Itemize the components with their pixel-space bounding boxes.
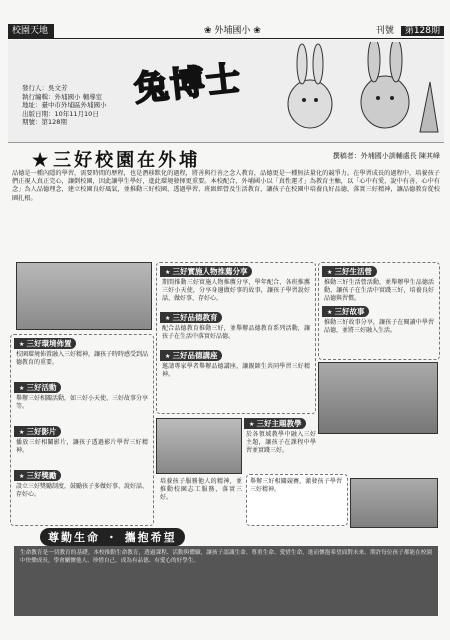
publication-info bbox=[22, 84, 146, 127]
box-title-9: ★ 三好生活營 bbox=[322, 266, 377, 277]
masthead-title: 兔博士 bbox=[132, 58, 245, 110]
box-text-6: 配合品德教育推動三好，並舉辦品德教育系列活動，讓孩子在生活中落實好品德。 bbox=[162, 325, 310, 340]
article-intro: 品德是一種內隱的學習，需要時間的歷程，也是潛移默化的過程，將善與行善之念人教育，品德更是一種無法量化的競爭力。在學習成長的過程中，培養孩子們正視人真正完心，讓倒校園，因此讓學生學好，進此環境發揮更重要。本校配合，外埔國小以「真性運才」為教育主軸，以「心中有愛、說中有善、心中有念」為人品德理念，建立校園良好風氣，並推動三好校園，透過學習、班級經營及生活教育，讓孩子在校園中培養良好品德，落實三好精神，讓品德教育從校園扎根。 bbox=[12, 170, 440, 202]
box-text-7: 邀請專家學者舉辦品德講座，讓親師生共同學習三好精神。 bbox=[162, 363, 310, 378]
byline: 撰稿者：外埔國小訓輔處長 陳其峰 bbox=[332, 152, 440, 160]
box-title-10: ★ 三好故事 bbox=[322, 306, 369, 317]
issue-number: 第128期 bbox=[401, 26, 444, 36]
class-photo bbox=[16, 262, 152, 330]
box-title-4: ★ 三好獎勵 bbox=[14, 470, 61, 481]
notice-text: 舉辦三好相關競賽，激發孩子學習三好精神。 bbox=[250, 478, 342, 493]
box-text-1: 校園環境佈置融入三好精神，讓孩子時時感受到品德教育的重要。 bbox=[16, 351, 149, 366]
address: 地址：臺中市外埔區外埔國小 bbox=[22, 101, 107, 109]
top-bar bbox=[8, 24, 444, 39]
footer-title: 尊勤生命 ・ 攜抱希望 bbox=[40, 528, 185, 546]
article-title-text: 三好校園在外埔 bbox=[53, 150, 201, 171]
box-title-1: ★ 三好環境佈置 bbox=[14, 338, 76, 349]
publisher: 發行人：吳文芳 bbox=[22, 84, 68, 92]
box-title-5: ★ 三好實施人物推薦分享 bbox=[160, 266, 252, 277]
issue-prefix: 刊號 bbox=[375, 26, 394, 36]
date: 出版日期：10年11月10日 bbox=[22, 109, 99, 118]
box-title-7: ★ 三好品德講座 bbox=[160, 350, 222, 361]
box-text-11: 培養孩子服務他人的精神，並推動校園志工服務，落實三好。 bbox=[160, 478, 242, 501]
paper-name: ❀ 外埔國小 ❀ bbox=[204, 24, 261, 38]
box-title-3: ★ 三好影片 bbox=[14, 426, 61, 437]
box-text-5: 期間推動三好實施人物推薦分享，學年配合，各班推薦三好小天使，分享身邊做好事的故事，讓孩子學習說好話、做好事、存好心。 bbox=[162, 279, 310, 302]
box-title-8: ★ 三好主題教學 bbox=[244, 418, 306, 429]
activity-photo-1 bbox=[318, 362, 438, 434]
masthead bbox=[8, 40, 444, 143]
footer-text: 生命教育是一切教育的基礎。本校推動生命教育，透過課程、活動與體驗，讓孩子認識生命、尊重生命、愛惜生命，進而懷抱希望面對未來。期許每位孩子都能在校園中快樂成長，學會關懷他人、珍惜自己，成為有品德、有愛心的好學生。 bbox=[14, 546, 438, 616]
star-icon: ★ bbox=[32, 150, 52, 171]
mascot-illustration bbox=[270, 42, 440, 138]
box-text-9: 推動三好生活營活動，並舉辦學生品德活動，讓孩子在生活中實踐三好，培養良好品德與習慣。 bbox=[324, 279, 434, 302]
box-title-6: ★ 三好品德教育 bbox=[160, 312, 222, 323]
box-text-2: 舉辦三好相關活動，如三好小天使、三好故事分享等。 bbox=[16, 395, 149, 410]
box-text-10: 推動三好故事分享，讓孩子在閱讀中學習品德，並將三好融入生活。 bbox=[324, 319, 434, 334]
section-label: 校園天地 bbox=[8, 24, 54, 38]
activity-photo-3 bbox=[350, 478, 438, 528]
activity-photo-2 bbox=[156, 418, 242, 474]
box-text-8: 於各領域教學中融入三好主題，讓孩子在課程中學習並實踐三好。 bbox=[246, 431, 316, 454]
box-text-4: 設立三好獎勵制度，鼓勵孩子多做好事、說好話、存好心。 bbox=[16, 483, 149, 498]
issue: 期號：第128期 bbox=[22, 118, 67, 126]
box-text-3: 播放三好相關影片，讓孩子透過影片學習三好精神。 bbox=[16, 439, 148, 454]
box-title-2: ★ 三好活動 bbox=[14, 382, 61, 393]
article-title bbox=[32, 146, 200, 172]
editor: 執行編輯：外埔國小 輔導室 bbox=[22, 92, 103, 101]
issue-label bbox=[376, 24, 444, 38]
